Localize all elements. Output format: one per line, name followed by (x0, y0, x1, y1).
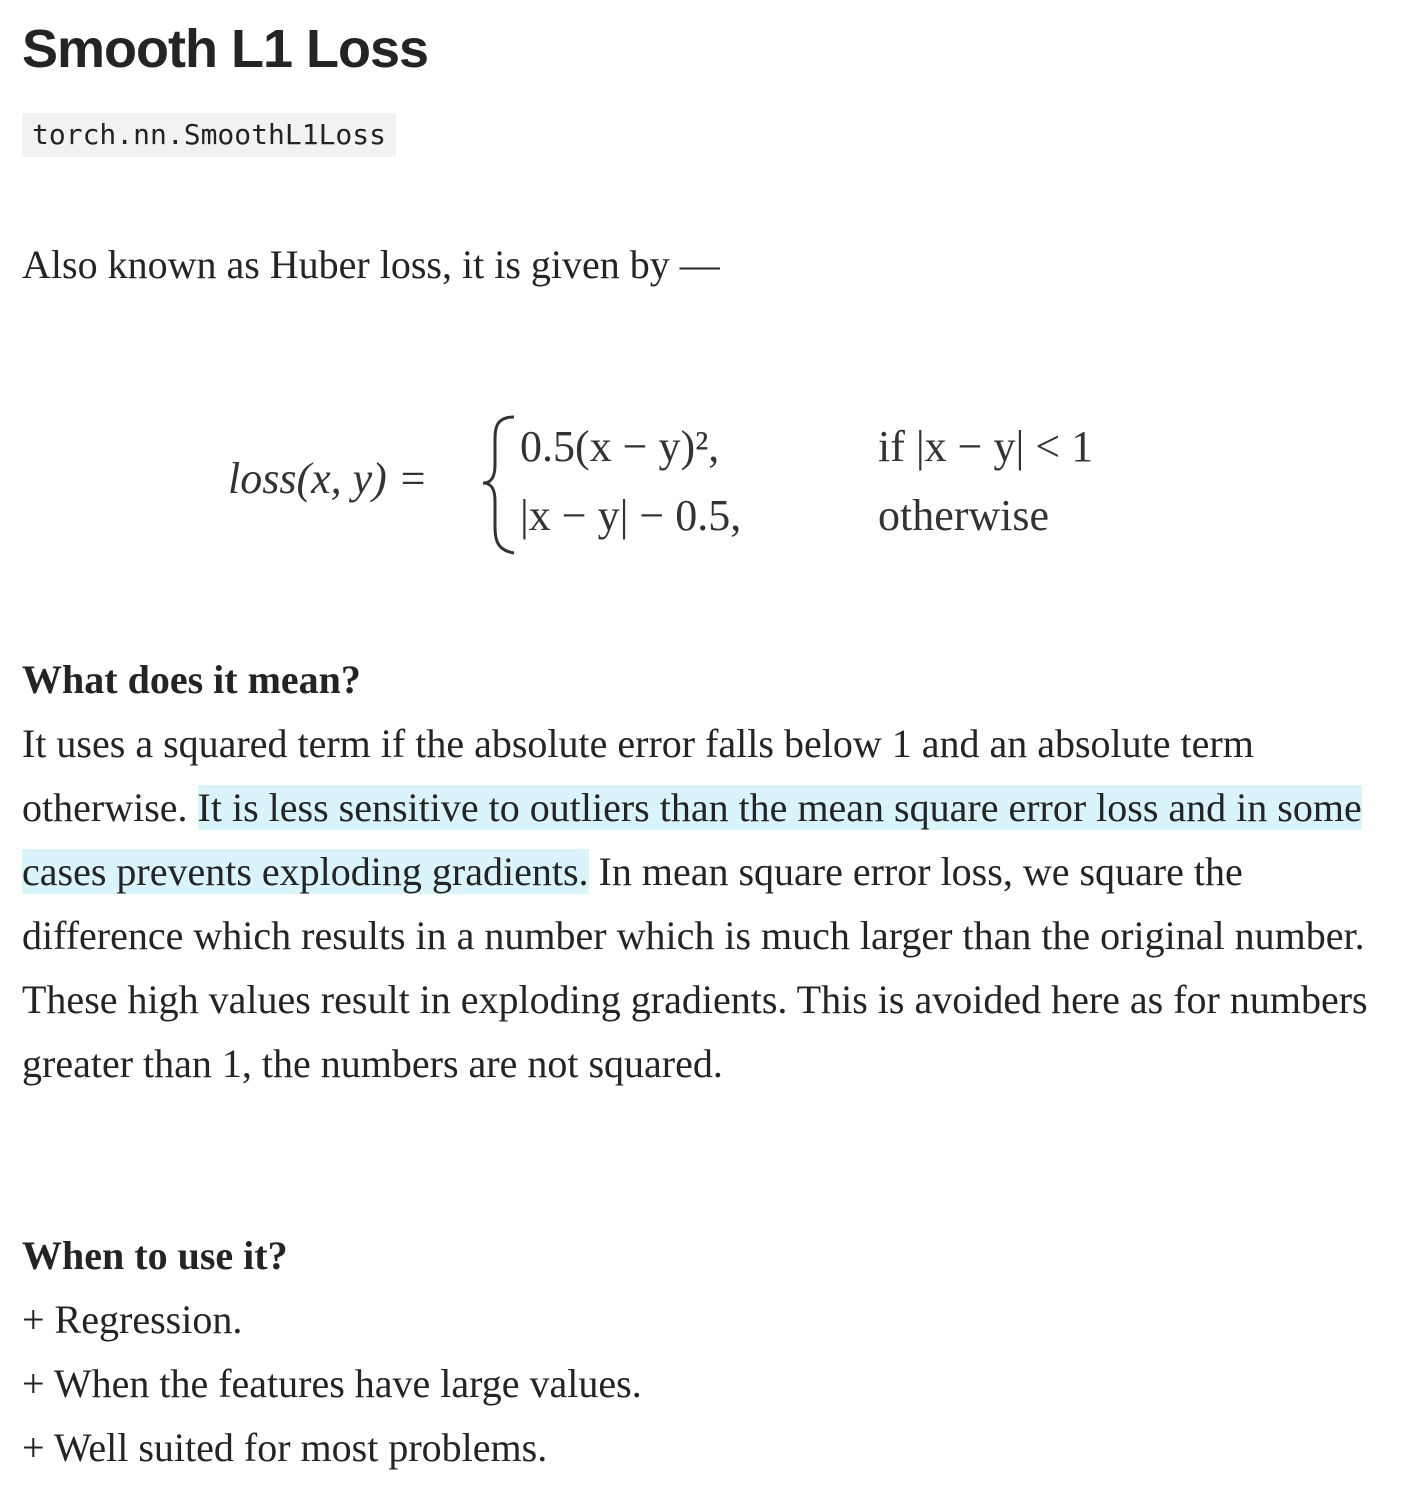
formula-case2-expr: |x − y| − 0.5, (520, 491, 742, 540)
formula-graphic (0, 395, 1406, 565)
code-class-name: torch.nn.SmoothL1Loss (22, 113, 396, 157)
meaning-heading: What does it mean? (22, 657, 361, 702)
formula-left-brace (483, 417, 514, 553)
list-item: + When the features have large values. (22, 1361, 642, 1406)
usage-list (22, 1288, 642, 1480)
meaning-text-before: It uses a squared term if the absolute error falls below 1 and an absolute term otherwise. (22, 721, 1254, 830)
huber-formula (0, 395, 1406, 565)
article-title: Smooth L1 Loss (22, 19, 429, 79)
meaning-text-after: In mean square error loss, we square the difference which results in a number which is much larger than the original number. These high values result in exploding gradients. This is avoided here as for numbers greater than 1, the numbers are not squared. (22, 849, 1368, 1086)
usage-heading: When to use it? (22, 1233, 288, 1278)
formula-case2-cond: otherwise (878, 491, 1050, 540)
list-item: + Regression. (22, 1297, 243, 1342)
formula-lhs: loss(x, y) = (228, 454, 428, 503)
formula-case1-cond: if |x − y| < 1 (878, 422, 1094, 471)
intro-text: Also known as Huber loss, it is given by — (22, 242, 720, 287)
list-item: + Well suited for most problems. (22, 1425, 548, 1470)
meaning-paragraph (22, 712, 1372, 1096)
highlighted-text[interactable]: It is less sensitive to outliers than the mean square error loss and in some cases prevents exploding gradients. (22, 785, 1362, 894)
formula-case1-expr: 0.5(x − y)², (520, 422, 720, 471)
